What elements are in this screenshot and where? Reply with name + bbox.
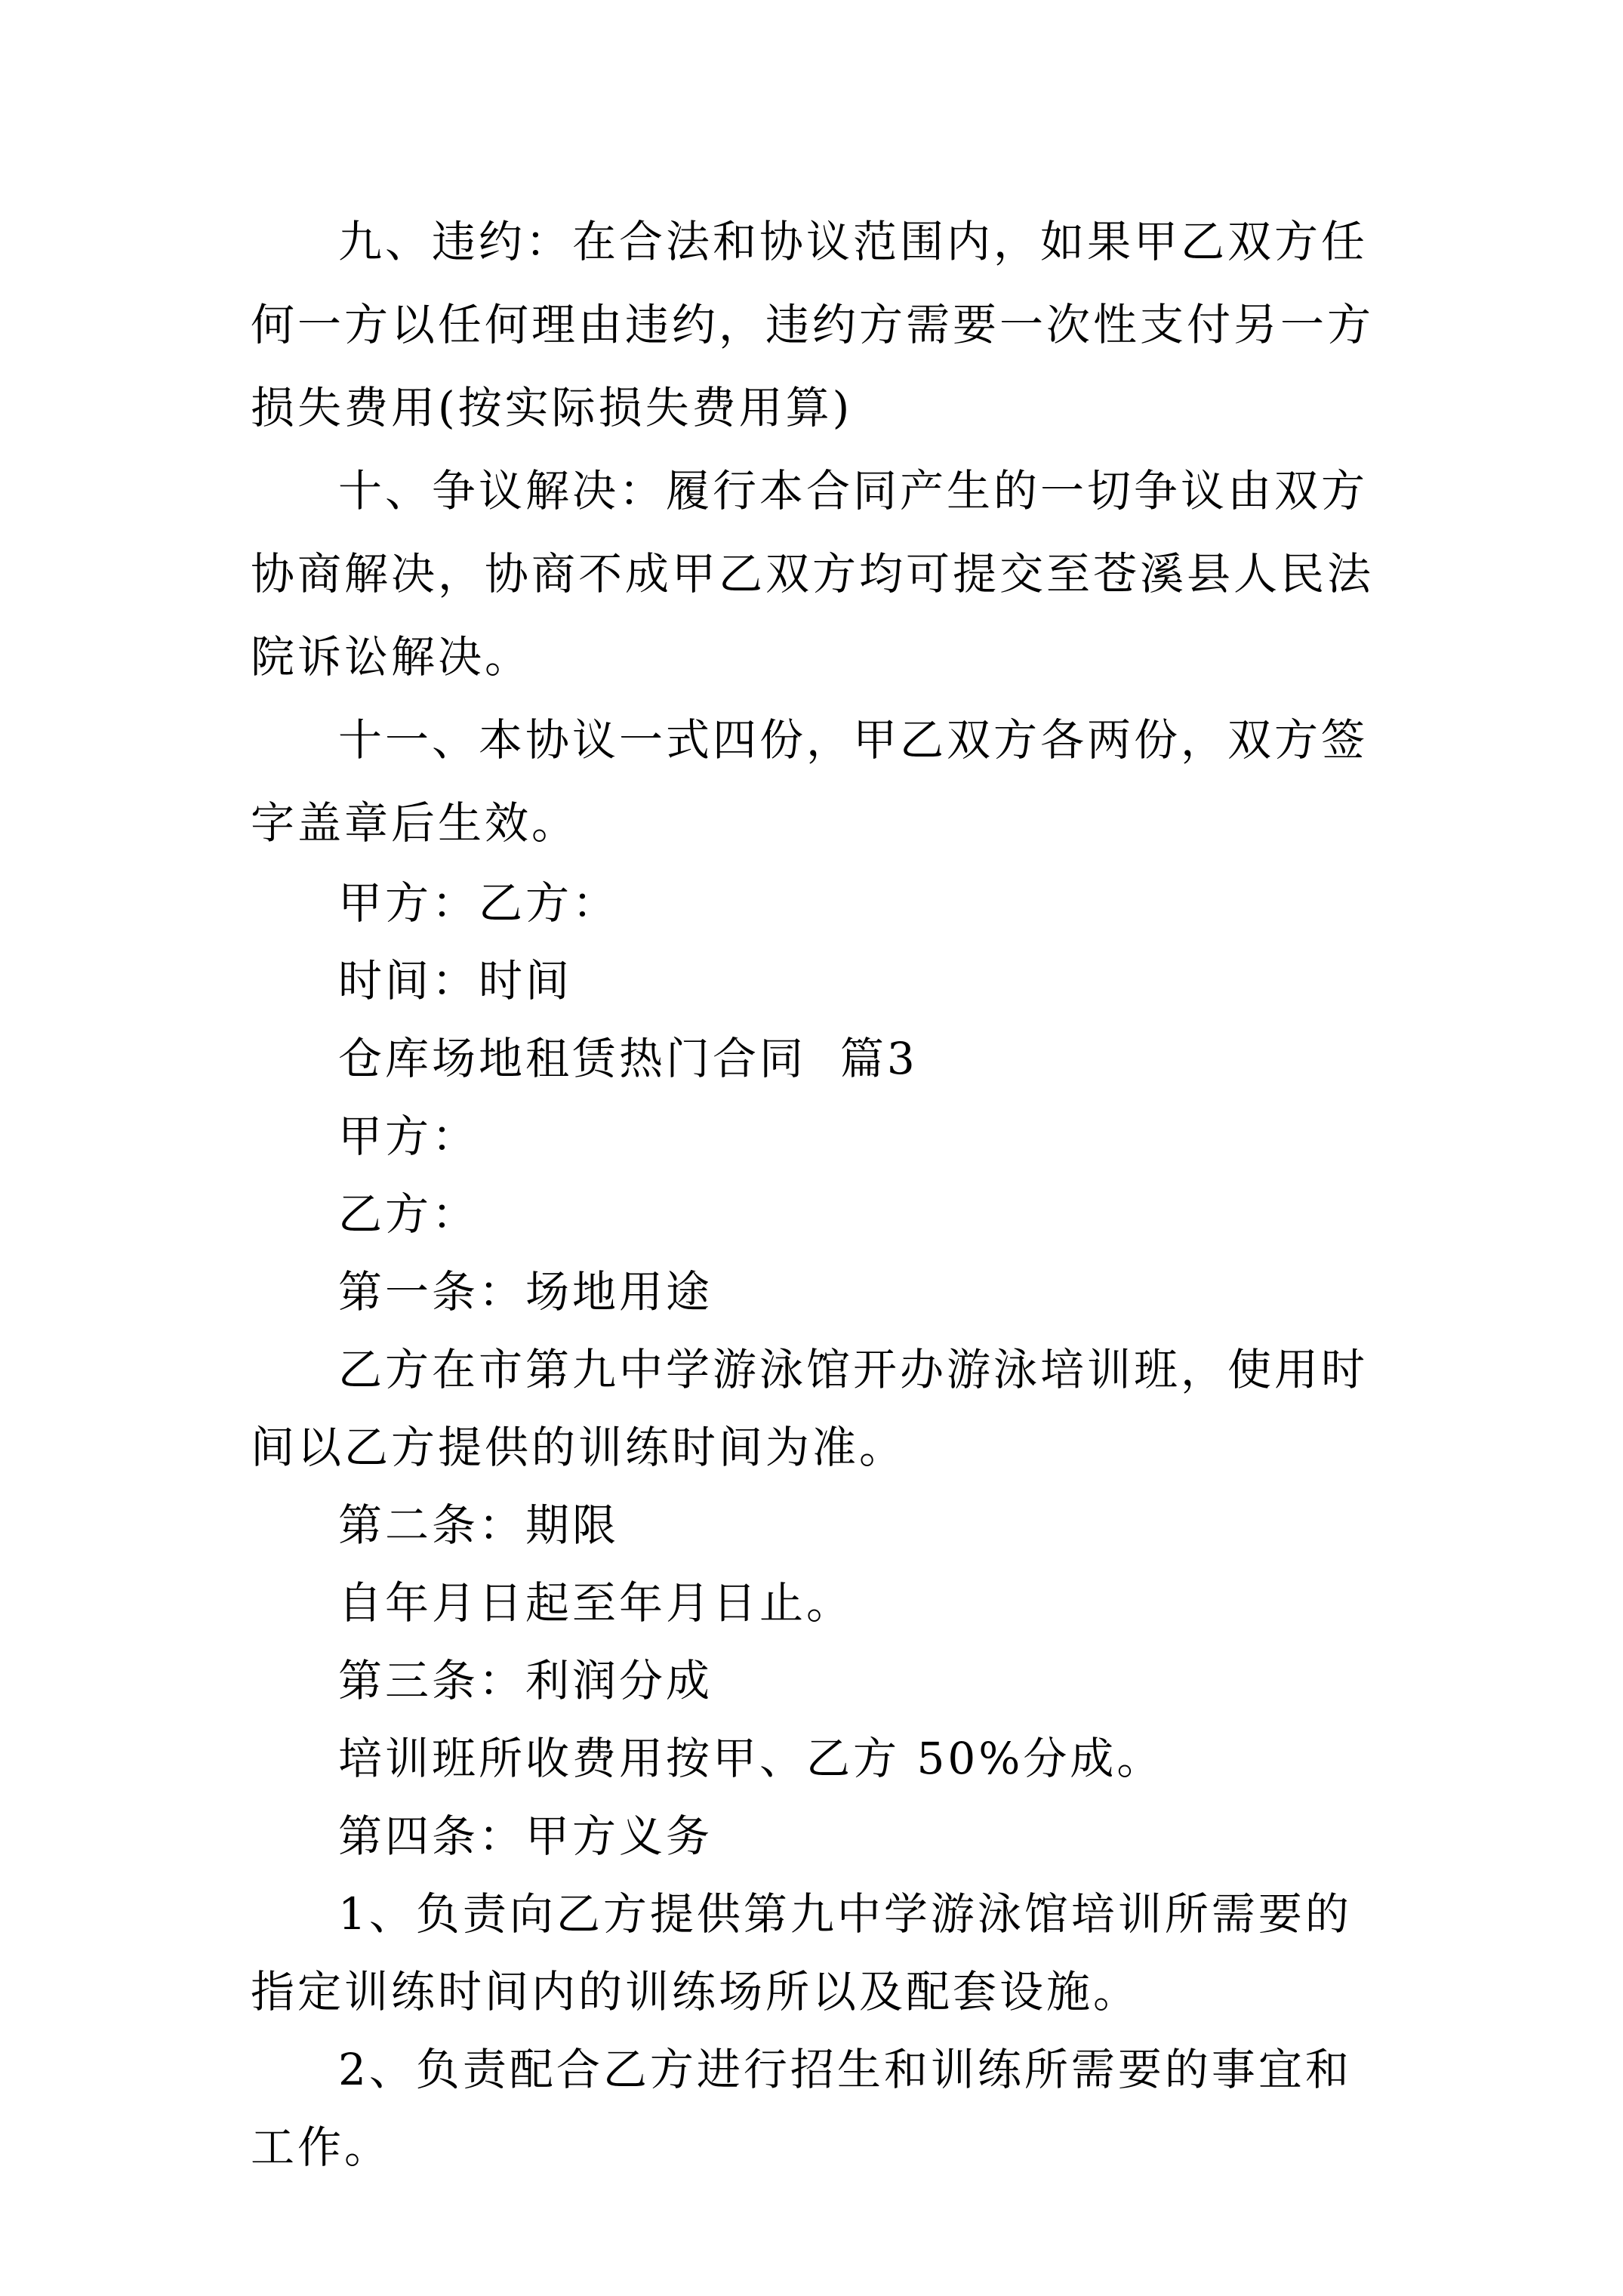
clause-11-copies: 十一、本协议一式四份，甲乙双方各两份，双方签字盖章后生效。 [251, 714, 1369, 849]
article-2-body: 自年月日起至年月日止。 [338, 1577, 854, 1629]
article-4-heading: 第四条：甲方义务 [338, 1811, 713, 1862]
clause-10-dispute-resolution: 十、争议解决：履行本合同产生的一切争议由双方协商解决，协商不成甲乙双方均可提交至苍溪县人民法院诉讼解决。 [251, 465, 1375, 683]
party-b-line: 乙方： [338, 1188, 479, 1240]
signature-parties-line: 甲方：乙方： [338, 877, 620, 929]
article-1-body: 乙方在市第九中学游泳馆开办游泳培训班，使用时间以乙方提供的训练时间为准。 [251, 1344, 1369, 1473]
article-2-heading: 第二条：期限 [338, 1499, 620, 1551]
signature-time-line: 时间：时间 [338, 955, 573, 1006]
article-1-heading: 第一条：场地用途 [338, 1266, 713, 1318]
article-3-heading: 第三条：利润分成 [338, 1655, 713, 1706]
party-a-line: 甲方： [338, 1111, 479, 1162]
document-body [251, 200, 1383, 2187]
article-4-item-2: 2、负责配合乙方进行招生和训练所需要的事宜和工作。 [251, 2044, 1352, 2173]
clause-9-breach: 九、违约：在合法和协议范围内，如果甲乙双方任何一方以任何理由违约，违约方需要一次性支付另一方损失费用(按实际损失费用算) [251, 216, 1375, 433]
article-3-body: 培训班所收费用按甲、乙方 50%分成。 [338, 1733, 1164, 1784]
article-4-item-1: 1、负责向乙方提供第九中学游泳馆培训所需要的指定训练时间内的训练场所以及配套设施。 [251, 1888, 1352, 2017]
section-heading-contract-3: 仓库场地租赁热门合同 篇3 [338, 1033, 918, 1084]
